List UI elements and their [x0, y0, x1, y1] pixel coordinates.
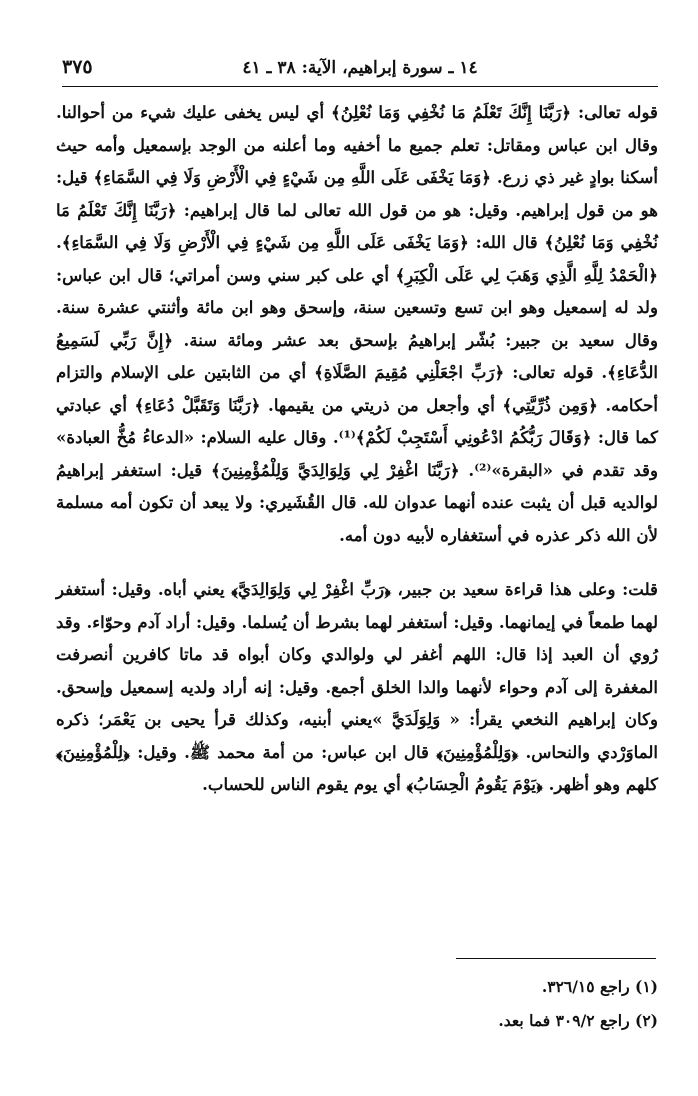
page-header — [62, 56, 658, 87]
main-text — [56, 96, 658, 801]
footnote-divider — [456, 958, 656, 959]
running-title: ١٤ ـ سورة إبراهيم، الآية: ٣٨ ـ ٤١ — [242, 58, 478, 78]
paragraph-1: قوله تعالى: ﴿رَبَّنَا إِنَّكَ تَعْلَمُ مَا نُخْفِي وَمَا نُعْلِنُ﴾ أي ليس يخفى عليك شيء من أحوالنا. وقال ابن عباس ومقاتل: تعلم جميع ما أخفيه وما أعلنه من الوجد بإسمعيل وأمه حيث أسكنا بوادٍ غير ذي زرع. ﴿وَمَا يَخْفَى عَلَى اللَّهِ مِن شَيْءٍ فِي الْأَرْضِ وَلَا فِي السَّمَاءِ﴾ قيل: هو من قول إبراهيم. وقيل: هو من قول الله تعالى لما قال إبراهيم: ﴿رَبَّنَا إِنَّكَ تَعْلَمُ مَا نُخْفِي وَمَا نُعْلِنُ﴾ قال الله: ﴿وَمَا يَخْفَى عَلَى اللَّهِ مِن شَيْءٍ فِي الْأَرْضِ وَلَا فِي السَّمَاءِ﴾. ﴿الْحَمْدُ لِلَّهِ الَّذِي وَهَبَ لِي عَلَى الْكِبَرِ﴾ أي على كبر سني وسن أمراتي؛ قال ابن عباس: ولد له إسمعيل وهو ابن تسع وتسعين سنة، وإسحق وهو ابن مائة وأثنتي عشرة سنة. وقال سعيد بن جبير: بُشّر إبراهيمُ بإسحق بعد عشر ومائة سنة. ﴿إِنَّ رَبِّي لَسَمِيعُ الدُّعَاءِ﴾. قوله تعالى: ﴿رَبِّ اجْعَلْنِي مُقِيمَ الصَّلَاةِ﴾ أي من الثابتين على الإسلام والتزام أحكامه. ﴿وَمِن ذُرِّيَّتِي﴾ أي وأجعل من ذريتي من يقيمها. ﴿رَبَّنَا وَتَقَبَّلْ دُعَاءِ﴾ أي عبادتي كما قال: ﴿وَقَالَ رَبُّكُمُ ادْعُونِي أَسْتَجِبْ لَكُمْ﴾⁽¹⁾. وقال عليه السلام: «الدعاءُ مُخُّ العبادة» وقد تقدم في «البقرة»⁽²⁾. ﴿رَبَّنَا اغْفِرْ لِي وَلِوَالِدَيَّ وَلِلْمُؤْمِنِينَ﴾ قيل: استغفر إبراهيمُ لوالديه قبل أن يثبت عنده أنهما عدوان لله. قال القُشَيري: ولا يبعد أن تكون أمه مسلمة لأن الله ذكر عذره في أستغفاره لأبيه دون أمه. — [56, 102, 658, 545]
paragraph-2: قلت: وعلى هذا قراءة سعيد بن جبير، ﴿رَبِّ اغْفِرْ لِي وَلِوَالِدَيَّ﴾ يعني أباه. وقيل: أستغفر لهما طمعاً في إيمانهما. وقيل: أستغفر لهما بشرط أن يُسلما. وقيل: أراد آدم وحوّاء. وقد رُوي أن العبد إذا قال: اللهم أغفر لي ولوالدي وكان أبواه قد ماتا كافرين أنصرفت المغفرة إلى آدم وحواء لأنهما والدا الخلق أجمع. وقيل: إنه أراد ولديه إسمعيل وإسحق. وكان إبراهيم النخعي يقرأ: « وَلِوَلَدَيَّ »يعني أبنيه، وكذلك قرأ يحيى بن يَعْمَر؛ ذكره الماوَرْدي والنحاس. ﴿وَلِلْمُؤْمِنِينَ﴾ قال ابن عباس: من أمة محمد ﷺ. وقيل: ﴿لِلْمُؤْمِنِينَ﴾ كلهم وهو أظهر. ﴿يَوْمَ يَقُومُ الْحِسَابُ﴾ أي يوم يقوم الناس للحساب. — [56, 579, 658, 794]
paragraph-spacer — [56, 551, 658, 573]
footnote-2: (٢) راجع ٣٠٩/٢ فما بعد. — [498, 1011, 658, 1030]
footnote-1: (١) راجع ٣٢٦/١٥. — [541, 977, 658, 996]
footnotes — [300, 970, 658, 1038]
page-number: ٣٧٥ — [62, 56, 93, 78]
